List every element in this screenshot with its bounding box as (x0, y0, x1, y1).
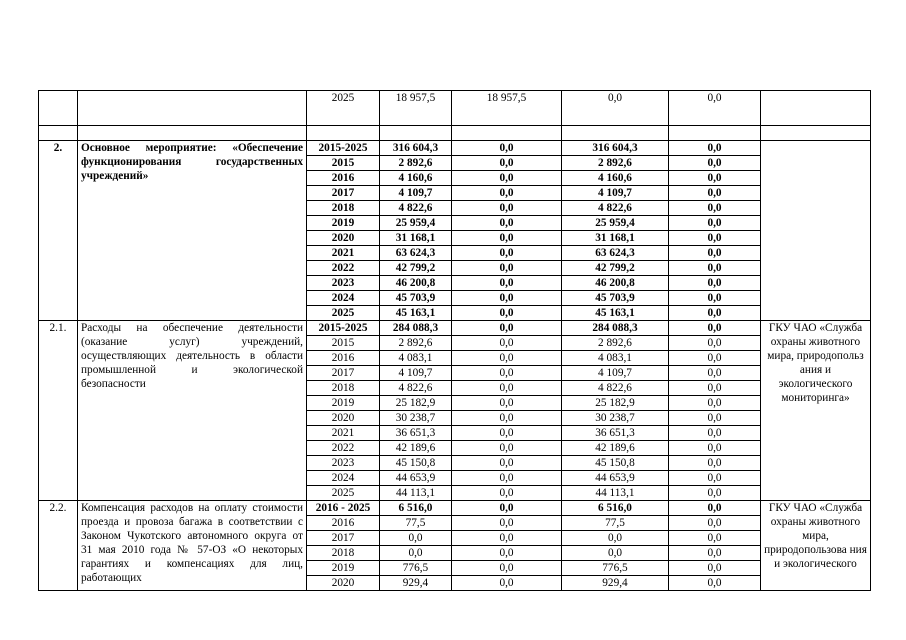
amount-cell: 0,0 (452, 216, 562, 231)
amount-cell: 0,0 (452, 336, 562, 351)
amount-cell: 0,0 (452, 246, 562, 261)
year-cell: 2020 (307, 411, 380, 426)
year-cell: 2020 (307, 231, 380, 246)
amount-cell: 63 624,3 (562, 246, 669, 261)
total-cell: 63 624,3 (380, 246, 452, 261)
spacer-cell (380, 126, 452, 141)
year-cell: 2022 (307, 441, 380, 456)
amount-cell: 0,0 (452, 231, 562, 246)
amount-cell: 0,0 (669, 246, 761, 261)
total-cell: 44 113,1 (380, 486, 452, 501)
amount-cell: 0,0 (452, 426, 562, 441)
year-cell: 2023 (307, 456, 380, 471)
amount-cell: 45 150,8 (562, 456, 669, 471)
amount-cell: 0,0 (669, 456, 761, 471)
year-cell: 2018 (307, 546, 380, 561)
amount-cell: 0,0 (452, 306, 562, 321)
amount-cell: 0,0 (669, 366, 761, 381)
amount-cell: 776,5 (562, 561, 669, 576)
amount-cell: 0,0 (452, 396, 562, 411)
total-cell: 45 163,1 (380, 306, 452, 321)
amount-cell: 6 516,0 (562, 501, 669, 516)
year-cell: 2017 (307, 366, 380, 381)
total-cell: 77,5 (380, 516, 452, 531)
table-row (39, 91, 871, 126)
year-cell: 2020 (307, 576, 380, 591)
amount-cell: 0,0 (452, 321, 562, 336)
amount-cell: 316 604,3 (562, 141, 669, 156)
spacer-cell (669, 126, 761, 141)
amount-cell: 284 088,3 (562, 321, 669, 336)
spacer-cell (761, 126, 871, 141)
year-cell: 2016 - 2025 (307, 501, 380, 516)
amount-cell: 0,0 (669, 486, 761, 501)
row-description: Основное мероприятие: «Обеспечение функционирования государственных учреждений» (78, 141, 307, 321)
amount-cell: 0,0 (452, 381, 562, 396)
row-number: 2.1. (39, 321, 78, 501)
total-cell: 4 822,6 (380, 381, 452, 396)
total-cell: 4 083,1 (380, 351, 452, 366)
year-cell: 2022 (307, 261, 380, 276)
year-cell: 2021 (307, 426, 380, 441)
amount-cell: 25 182,9 (562, 396, 669, 411)
year-cell: 2024 (307, 471, 380, 486)
amount-cell: 45 703,9 (562, 291, 669, 306)
total-cell: 4 822,6 (380, 201, 452, 216)
year-cell: 2015 (307, 336, 380, 351)
budget-table-page (38, 90, 870, 591)
row-number (39, 91, 78, 126)
amount-cell: 0,0 (452, 141, 562, 156)
budget-table (38, 90, 871, 591)
amount-cell: 0,0 (562, 531, 669, 546)
amount-cell: 0,0 (669, 561, 761, 576)
amount-cell: 0,0 (452, 486, 562, 501)
amount-cell: 31 168,1 (562, 231, 669, 246)
amount-cell: 0,0 (562, 546, 669, 561)
amount-cell: 0,0 (452, 471, 562, 486)
total-cell: 776,5 (380, 561, 452, 576)
total-cell: 45 703,9 (380, 291, 452, 306)
amount-cell: 0,0 (669, 471, 761, 486)
amount-cell: 0,0 (452, 171, 562, 186)
amount-cell: 929,4 (562, 576, 669, 591)
spacer-cell (307, 126, 380, 141)
amount-cell: 25 959,4 (562, 216, 669, 231)
row-description (78, 91, 307, 126)
amount-cell: 0,0 (669, 291, 761, 306)
year-cell: 2016 (307, 351, 380, 366)
amount-cell: 0,0 (452, 456, 562, 471)
year-cell: 2015-2025 (307, 141, 380, 156)
amount-cell: 0,0 (562, 91, 669, 126)
amount-cell: 4 822,6 (562, 381, 669, 396)
year-cell: 2018 (307, 381, 380, 396)
total-cell: 0,0 (380, 546, 452, 561)
amount-cell: 4 160,6 (562, 171, 669, 186)
amount-cell: 0,0 (452, 186, 562, 201)
year-cell: 2015 (307, 156, 380, 171)
amount-cell: 0,0 (452, 561, 562, 576)
amount-cell: 0,0 (669, 321, 761, 336)
amount-cell: 0,0 (452, 366, 562, 381)
row-description: Расходы на обеспечение деятельности (оказание услуг) учреждений, осуществляющих деятельность в области промышленной и экологической безопасности (78, 321, 307, 501)
amount-cell: 0,0 (452, 531, 562, 546)
table-body (39, 91, 871, 591)
amount-cell: 0,0 (669, 531, 761, 546)
spacer-cell (452, 126, 562, 141)
amount-cell: 30 238,7 (562, 411, 669, 426)
total-cell: 25 182,9 (380, 396, 452, 411)
total-cell: 316 604,3 (380, 141, 452, 156)
total-cell: 4 109,7 (380, 186, 452, 201)
amount-cell: 0,0 (452, 501, 562, 516)
amount-cell: 4 109,7 (562, 366, 669, 381)
year-cell: 2024 (307, 291, 380, 306)
total-cell: 2 892,6 (380, 156, 452, 171)
total-cell: 46 200,8 (380, 276, 452, 291)
executor-cell (761, 91, 871, 126)
year-cell: 2025 (307, 306, 380, 321)
amount-cell: 0,0 (669, 501, 761, 516)
total-cell: 45 150,8 (380, 456, 452, 471)
year-cell: 2016 (307, 516, 380, 531)
amount-cell: 4 109,7 (562, 186, 669, 201)
amount-cell: 0,0 (669, 411, 761, 426)
amount-cell: 0,0 (669, 426, 761, 441)
total-cell: 30 238,7 (380, 411, 452, 426)
amount-cell: 0,0 (669, 201, 761, 216)
amount-cell: 0,0 (669, 516, 761, 531)
amount-cell: 0,0 (669, 351, 761, 366)
amount-cell: 0,0 (669, 546, 761, 561)
table-row (39, 321, 871, 336)
total-cell: 42 799,2 (380, 261, 452, 276)
amount-cell: 4 822,6 (562, 201, 669, 216)
total-cell: 25 959,4 (380, 216, 452, 231)
amount-cell: 18 957,5 (452, 91, 562, 126)
amount-cell: 0,0 (452, 201, 562, 216)
amount-cell: 0,0 (452, 576, 562, 591)
year-cell: 2019 (307, 396, 380, 411)
spacer-cell (39, 126, 78, 141)
amount-cell: 0,0 (669, 231, 761, 246)
year-cell: 2019 (307, 561, 380, 576)
spacer-row (39, 126, 871, 141)
amount-cell: 46 200,8 (562, 276, 669, 291)
amount-cell: 0,0 (452, 351, 562, 366)
executor-cell: ГКУ ЧАО «Служба охраны животного мира, природопользова ния и экологического (761, 501, 871, 591)
total-cell: 4 109,7 (380, 366, 452, 381)
total-cell: 0,0 (380, 531, 452, 546)
total-cell: 42 189,6 (380, 441, 452, 456)
amount-cell: 42 799,2 (562, 261, 669, 276)
year-cell: 2025 (307, 486, 380, 501)
amount-cell: 0,0 (669, 91, 761, 126)
amount-cell: 0,0 (669, 441, 761, 456)
total-cell: 4 160,6 (380, 171, 452, 186)
total-cell: 2 892,6 (380, 336, 452, 351)
year-cell: 2023 (307, 276, 380, 291)
amount-cell: 0,0 (669, 156, 761, 171)
spacer-cell (78, 126, 307, 141)
amount-cell: 77,5 (562, 516, 669, 531)
amount-cell: 2 892,6 (562, 156, 669, 171)
year-cell: 2019 (307, 216, 380, 231)
row-number: 2.2. (39, 501, 78, 591)
total-cell: 929,4 (380, 576, 452, 591)
row-description: Компенсация расходов на оплату стоимости проезда и провоза багажа в соответствии с Законом Чукотского автономного округа от 31 мая 2010 года № 57-ОЗ «О некоторых гарантиях и компенсациях для лиц, работающих (78, 501, 307, 591)
amount-cell: 0,0 (669, 396, 761, 411)
year-cell: 2017 (307, 186, 380, 201)
amount-cell: 0,0 (669, 216, 761, 231)
year-cell: 2015-2025 (307, 321, 380, 336)
year-cell: 2017 (307, 531, 380, 546)
year-cell: 2021 (307, 246, 380, 261)
total-cell: 44 653,9 (380, 471, 452, 486)
amount-cell: 4 083,1 (562, 351, 669, 366)
executor-cell (761, 141, 871, 321)
year-cell: 2025 (307, 91, 380, 126)
amount-cell: 0,0 (669, 576, 761, 591)
year-cell: 2018 (307, 201, 380, 216)
row-number: 2. (39, 141, 78, 321)
total-cell: 6 516,0 (380, 501, 452, 516)
amount-cell: 0,0 (669, 336, 761, 351)
amount-cell: 0,0 (452, 261, 562, 276)
year-cell: 2016 (307, 171, 380, 186)
amount-cell: 0,0 (669, 261, 761, 276)
amount-cell: 0,0 (452, 276, 562, 291)
amount-cell: 0,0 (452, 516, 562, 531)
amount-cell: 36 651,3 (562, 426, 669, 441)
amount-cell: 0,0 (452, 156, 562, 171)
total-cell: 18 957,5 (380, 91, 452, 126)
amount-cell: 45 163,1 (562, 306, 669, 321)
amount-cell: 0,0 (669, 171, 761, 186)
total-cell: 36 651,3 (380, 426, 452, 441)
amount-cell: 0,0 (669, 186, 761, 201)
amount-cell: 0,0 (669, 381, 761, 396)
executor-cell: ГКУ ЧАО «Служба охраны животного мира, природопольз ания и экологического мониторинга» (761, 321, 871, 501)
amount-cell: 0,0 (669, 141, 761, 156)
amount-cell: 0,0 (452, 546, 562, 561)
amount-cell: 0,0 (669, 276, 761, 291)
amount-cell: 0,0 (669, 306, 761, 321)
amount-cell: 2 892,6 (562, 336, 669, 351)
table-row (39, 141, 871, 156)
total-cell: 284 088,3 (380, 321, 452, 336)
amount-cell: 44 113,1 (562, 486, 669, 501)
amount-cell: 42 189,6 (562, 441, 669, 456)
table-row (39, 501, 871, 516)
amount-cell: 44 653,9 (562, 471, 669, 486)
amount-cell: 0,0 (452, 411, 562, 426)
amount-cell: 0,0 (452, 291, 562, 306)
amount-cell: 0,0 (452, 441, 562, 456)
total-cell: 31 168,1 (380, 231, 452, 246)
spacer-cell (562, 126, 669, 141)
